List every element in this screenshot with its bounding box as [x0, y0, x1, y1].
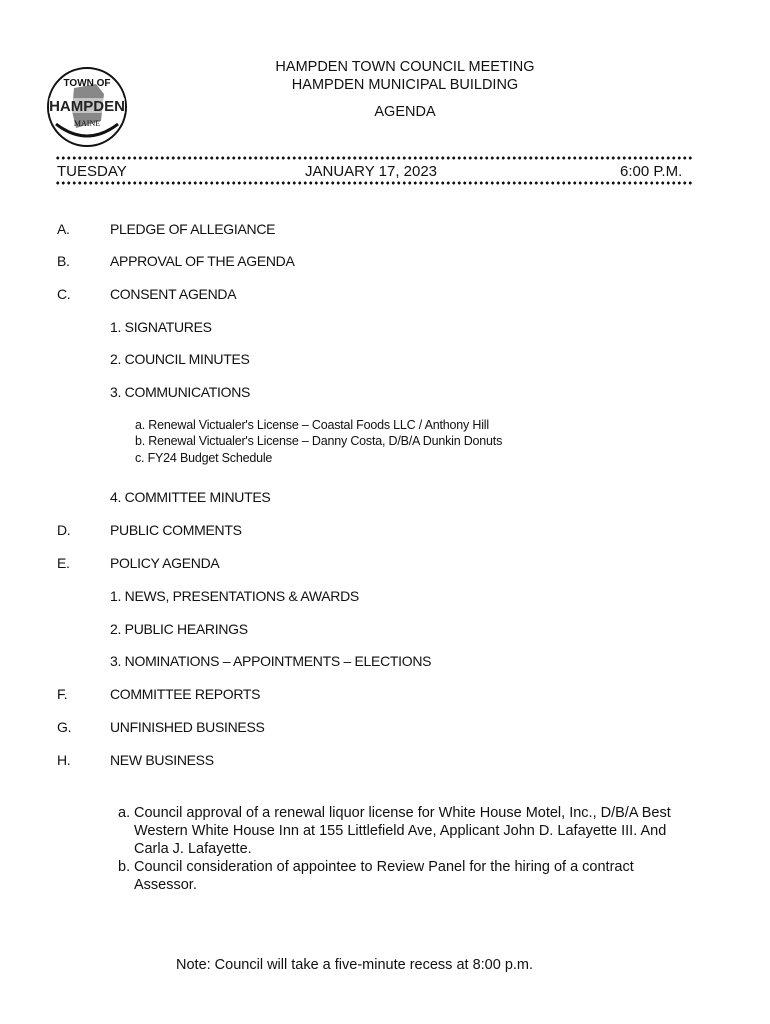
policy-item: 2. PUBLIC HEARINGS [110, 621, 248, 637]
item-text: Council approval of a renewal liquor license for White House Motel, Inc., D/B/A Best Western White House Inn at 155 Littlefield Ave, Applicant John D. Lafayette III. And Carla J. Lafayette. [134, 805, 671, 857]
consent-item: 1. SIGNATURES [110, 319, 212, 335]
item-label: a. [118, 805, 131, 821]
policy-item: 1. NEWS, PRESENTATIONS & AWARDS [110, 588, 359, 604]
item-committee-reports: COMMITTEE REPORTS [110, 686, 261, 702]
item-letter: C. [57, 286, 71, 302]
item-letter: G. [57, 719, 72, 735]
meeting-date: JANUARY 17, 2023 [305, 163, 438, 180]
dotted-divider [55, 156, 693, 160]
item-pledge: PLEDGE OF ALLEGIANCE [110, 221, 276, 237]
item-letter: A. [57, 221, 70, 237]
svg-text:MAINE: MAINE [73, 119, 101, 128]
item-letter: H. [57, 752, 71, 768]
new-business-item [118, 858, 688, 894]
header-agenda: AGENDA [374, 104, 436, 120]
item-unfinished: UNFINISHED BUSINESS [110, 719, 265, 735]
item-new-business: NEW BUSINESS [110, 752, 214, 768]
policy-item: 3. NOMINATIONS – APPOINTMENTS – ELECTIONS [110, 653, 432, 669]
communication-item: c. FY24 Budget Schedule [135, 451, 273, 465]
item-letter: B. [57, 253, 70, 269]
meeting-time: 6:00 P.M. [620, 163, 683, 180]
item-letter: F. [57, 686, 68, 702]
communication-item: a. Renewal Victualer's License – Coastal Foods LLC / Anthony Hill [135, 418, 489, 432]
meeting-day: TUESDAY [57, 163, 127, 180]
item-policy: POLICY AGENDA [110, 555, 220, 571]
svg-text:HAMPDEN: HAMPDEN [49, 98, 125, 115]
item-text: Council consideration of appointee to Review Panel for the hiring of a contract Assessor. [134, 859, 634, 893]
communication-item: b. Renewal Victualer's License – Danny Costa, D/B/A Dunkin Donuts [135, 434, 503, 448]
item-public-comments: PUBLIC COMMENTS [110, 522, 242, 538]
item-consent: CONSENT AGENDA [110, 286, 237, 302]
consent-item: 3. COMMUNICATIONS [110, 384, 251, 400]
recess-note: Note: Council will take a five-minute recess at 8:00 p.m. [176, 957, 534, 973]
consent-item: 4. COMMITTEE MINUTES [110, 489, 271, 505]
header-location: HAMPDEN MUNICIPAL BUILDING [291, 77, 519, 93]
item-approval: APPROVAL OF THE AGENDA [110, 253, 295, 269]
header-title: HAMPDEN TOWN COUNCIL MEETING [275, 59, 535, 75]
item-label: b. [118, 859, 131, 875]
consent-item: 2. COUNCIL MINUTES [110, 351, 250, 367]
dotted-divider [55, 181, 693, 185]
new-business-item [118, 804, 688, 858]
svg-text:TOWN OF: TOWN OF [63, 78, 111, 89]
item-letter: E. [57, 555, 70, 571]
item-letter: D. [57, 522, 71, 538]
